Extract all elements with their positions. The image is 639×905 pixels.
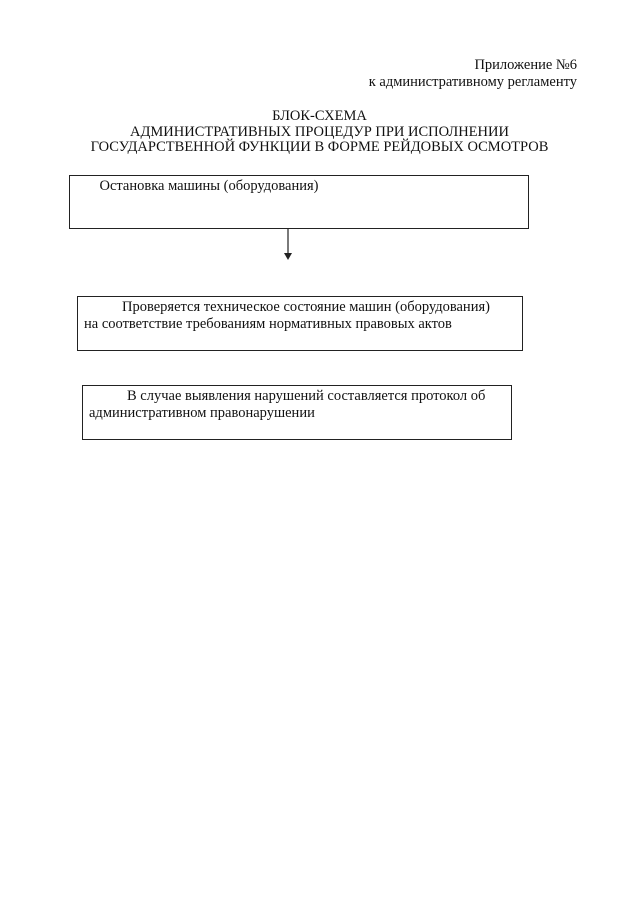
flow-step-2-line-1: Проверяется техническое состояние машин (оборудования) — [122, 299, 490, 315]
heading-line-2: АДМИНИСТРАТИВНЫХ ПРОЦЕДУР ПРИ ИСПОЛНЕНИИ — [130, 123, 509, 140]
flow-step-protocol — [82, 385, 512, 440]
heading-line-3: ГОСУДАРСТВЕННОЙ ФУНКЦИИ В ФОРМЕ РЕЙДОВЫХ ОСМОТРОВ — [90, 139, 549, 155]
heading-line-1: БЛОК-СХЕМА — [272, 108, 367, 124]
flow-step-2-line-2: на соответствие требованиям нормативных правовых актов — [84, 316, 452, 332]
flow-step-3-line-2: административном правонарушении — [89, 405, 315, 421]
document-heading — [0, 109, 639, 156]
flow-step-1-text: Остановка машины (оборудования) — [99, 178, 319, 194]
appendix-subtitle: к административному регламенту — [368, 74, 577, 90]
flow-step-stop-machine — [69, 175, 529, 229]
flow-arrow-down-icon — [280, 229, 296, 261]
flow-step-3-line-1: В случае выявления нарушений составляется протокол об — [127, 388, 486, 404]
flow-step-inspection — [77, 296, 523, 351]
appendix-title: Приложение №6 — [474, 57, 577, 73]
